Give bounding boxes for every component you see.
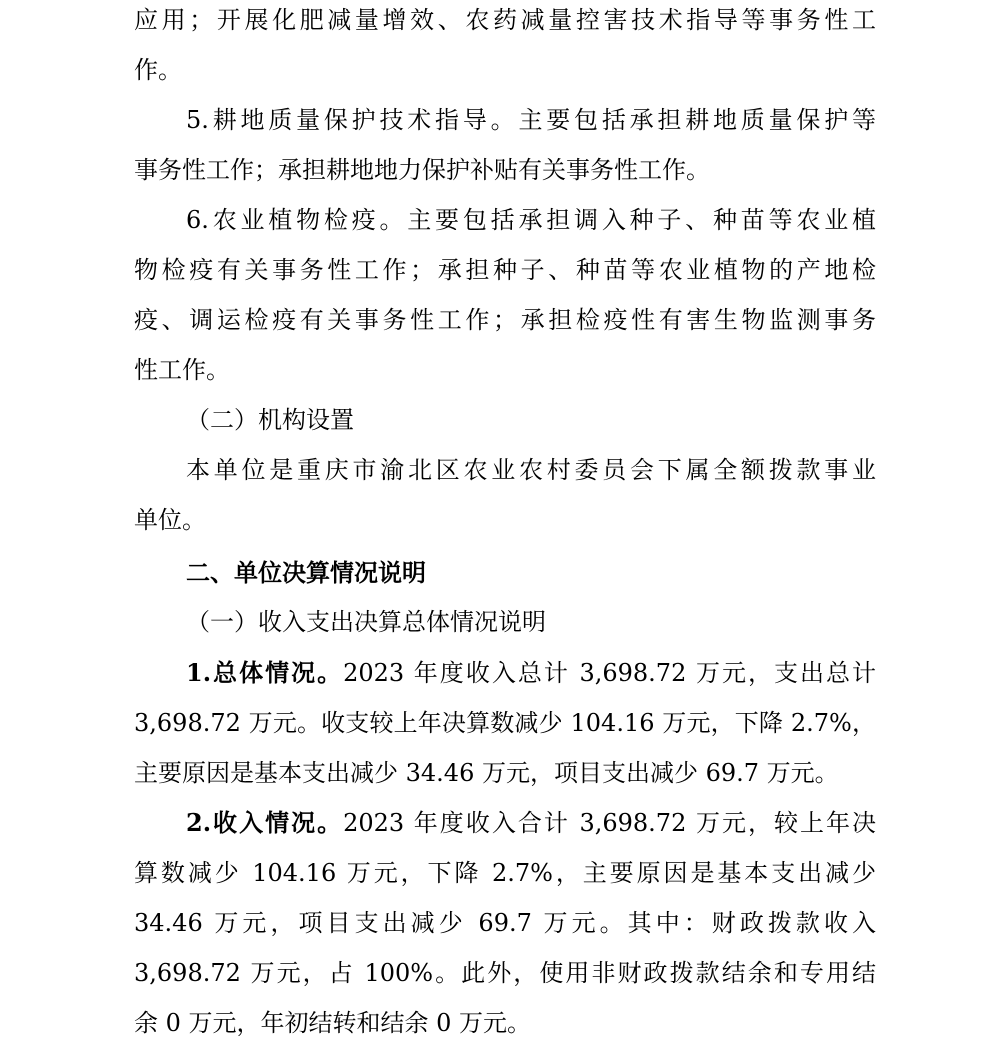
- paragraph-line: 34.46 万元，项目支出减少 69.7 万元。其中：财政拨款收入: [134, 909, 876, 937]
- paragraph-line: 物检疫有关事务性工作；承担种子、种苗等农业植物的产地检: [134, 256, 876, 284]
- paragraph-line: 3,698.72 万元。收支较上年决算数减少 104.16 万元，下降 2.7%，: [134, 709, 876, 737]
- paragraph-line: 5.耕地质量保护技术指导。主要包括承担耕地质量保护等: [186, 106, 876, 134]
- overall-label: 1.总体情况。: [186, 658, 344, 687]
- paragraph-line: 事务性工作；承担耕地地力保护补贴有关事务性工作。: [134, 156, 710, 184]
- paragraph-line: 主要原因是基本支出减少 34.46 万元，项目支出减少 69.7 万元。: [134, 759, 839, 787]
- paragraph-line: 性工作。: [134, 356, 230, 384]
- income-text: 2023 年度收入合计 3,698.72 万元，较上年决: [343, 809, 876, 837]
- subsection-heading: （一）收入支出决算总体情况说明: [186, 608, 546, 636]
- paragraph-line: 算数减少 104.16 万元，下降 2.7%，主要原因是基本支出减少: [134, 859, 876, 887]
- paragraph-line: 应用；开展化肥减量增效、农药减量控害技术指导等事务性工: [134, 6, 876, 34]
- paragraph-line: 单位。: [134, 506, 206, 534]
- section-heading: 二、单位决算情况说明: [186, 559, 426, 587]
- paragraph-line: [134, 656, 876, 690]
- paragraph-line: 作。: [134, 56, 182, 84]
- paragraph-line: 6.农业植物检疫。主要包括承担调入种子、种苗等农业植: [186, 206, 876, 234]
- income-label: 2.收入情况。: [186, 808, 344, 837]
- paragraph-line: 余 0 万元，年初结转和结余 0 万元。: [134, 1009, 532, 1037]
- paragraph-line: 3,698.72 万元，占 100%。此外，使用非财政拨款结余和专用结: [134, 959, 876, 987]
- paragraph-line: 本单位是重庆市渝北区农业农村委员会下属全额拨款事业: [186, 456, 876, 484]
- paragraph-line: [134, 806, 876, 840]
- paragraph-line: 疫、调运检疫有关事务性工作；承担检疫性有害生物监测事务: [134, 306, 876, 334]
- overall-text: 2023 年度收入总计 3,698.72 万元，支出总计: [343, 659, 876, 687]
- subsection-heading: （二）机构设置: [186, 406, 354, 434]
